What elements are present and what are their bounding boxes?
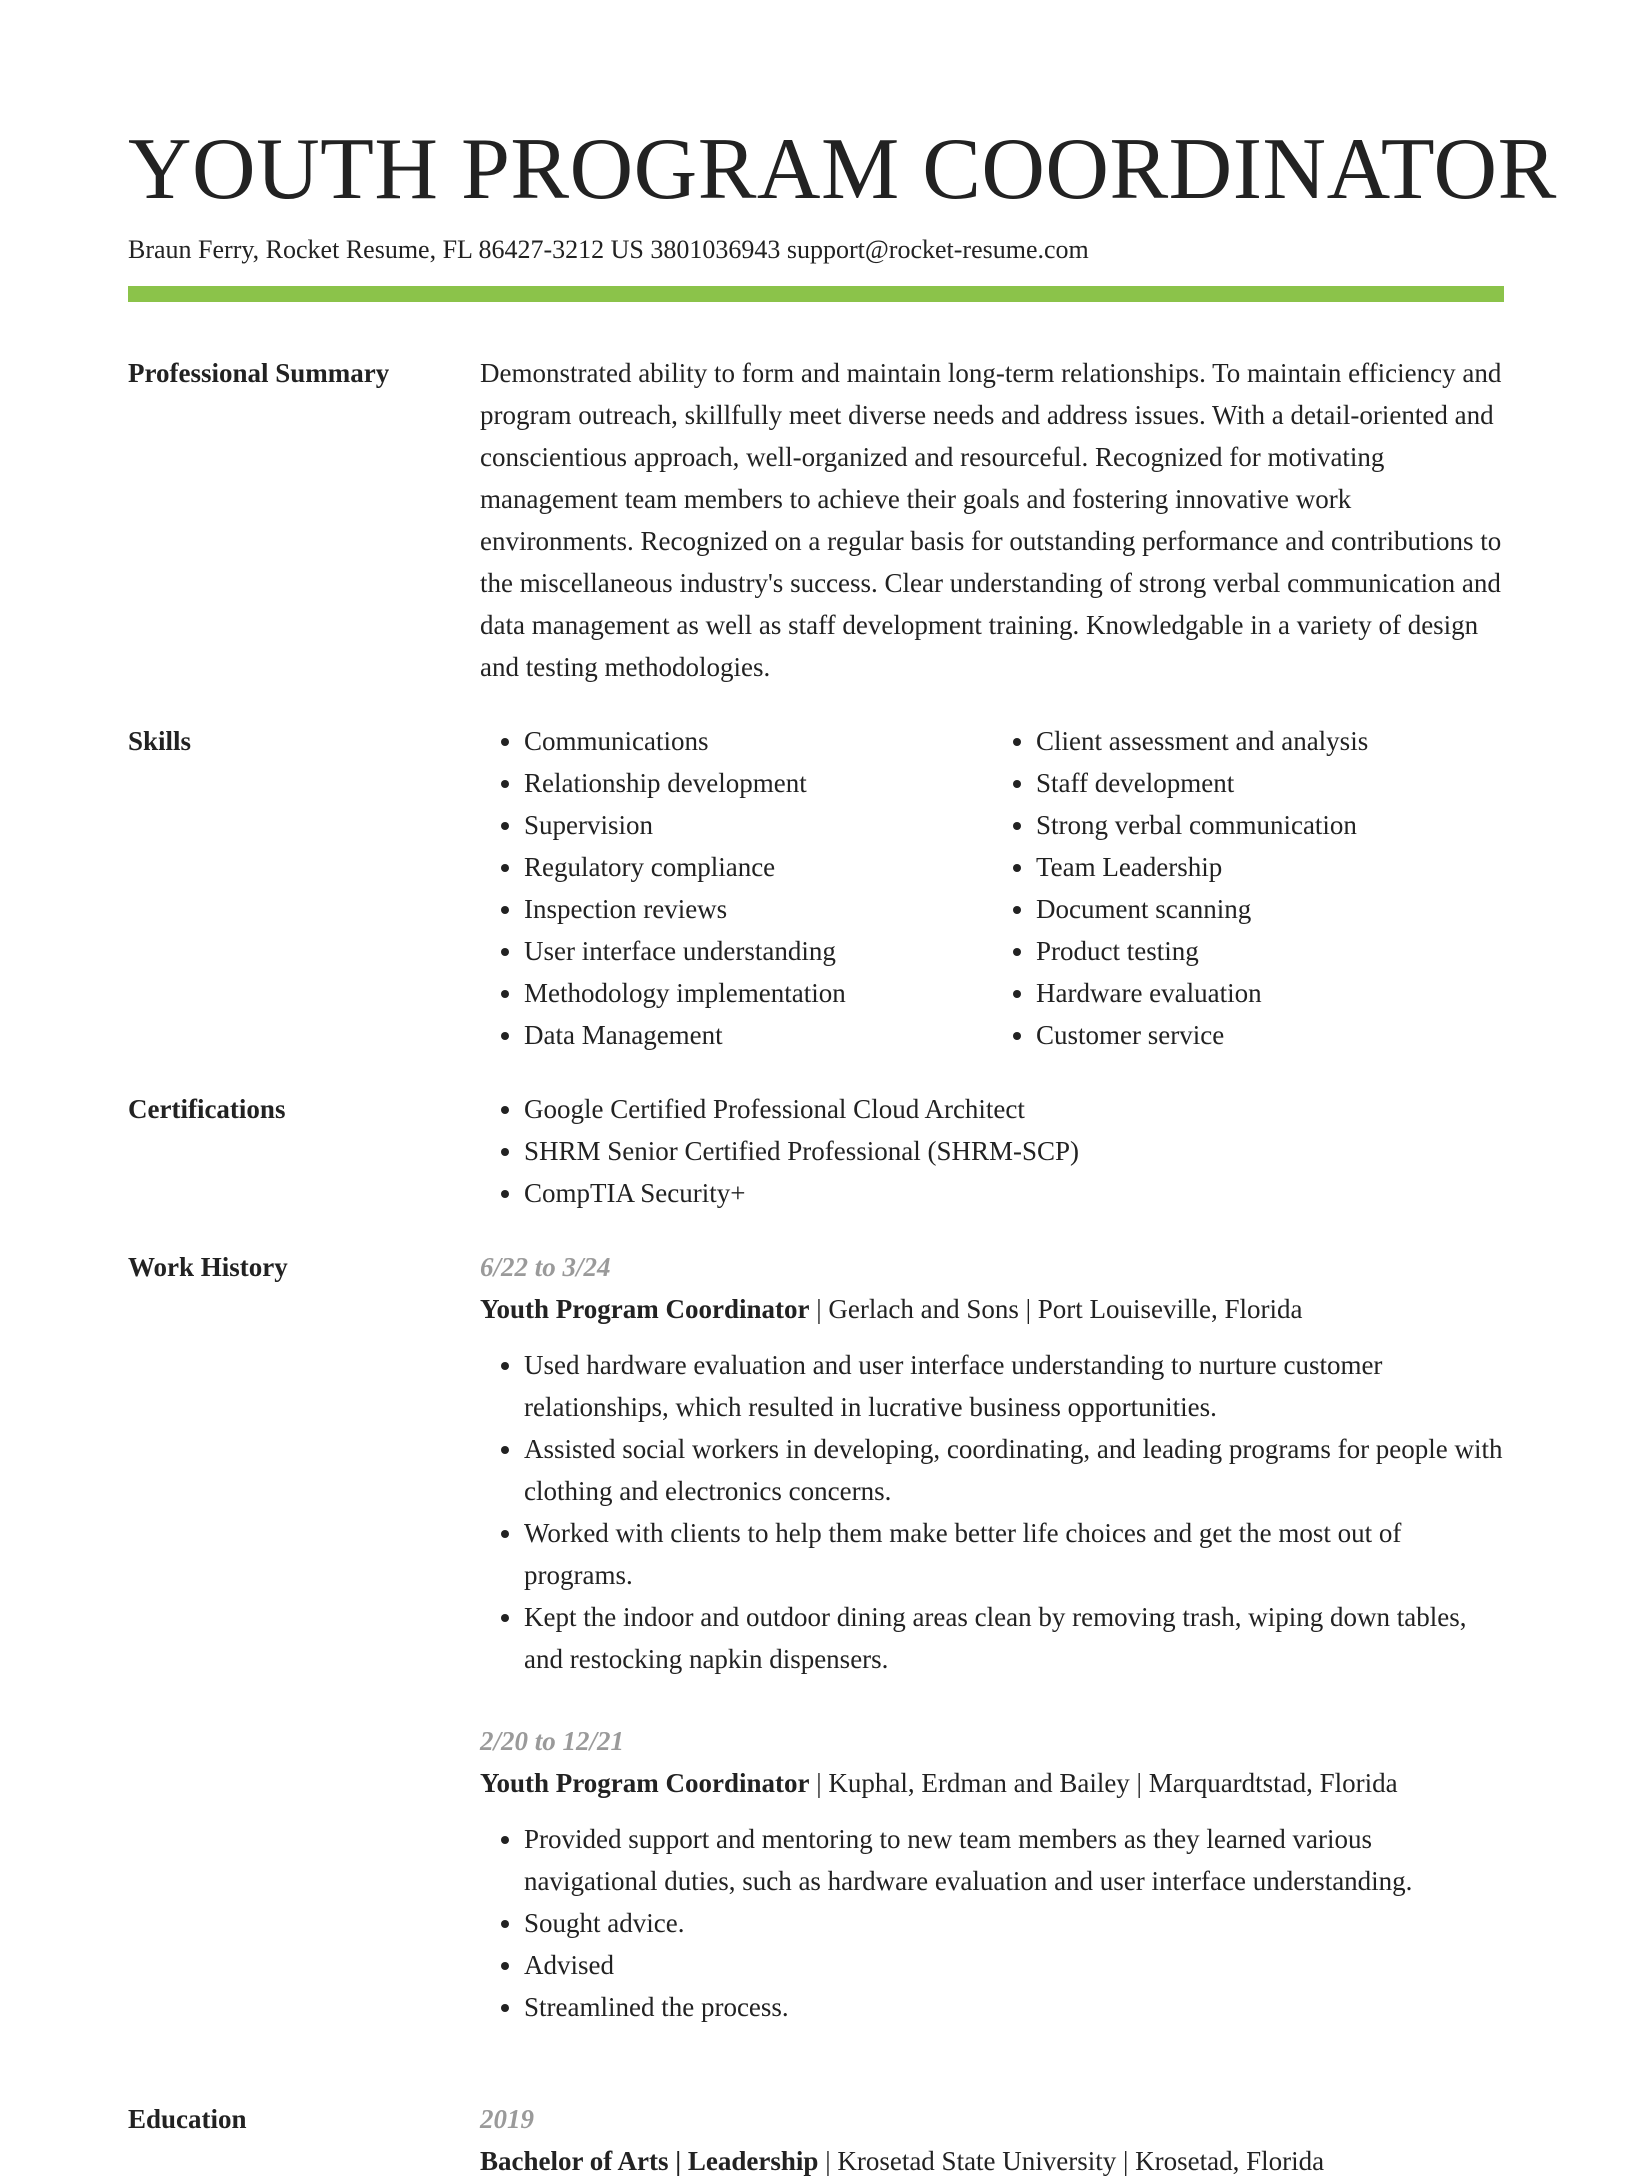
job-entry xyxy=(480,1246,1504,1680)
skills-column-right xyxy=(992,720,1504,1056)
skill-item: • Client assessment and analysis xyxy=(1036,720,1504,762)
resume-title: YOUTH PROGRAM COORDINATOR xyxy=(128,121,1557,218)
resume-page xyxy=(128,0,1557,2182)
education-label: Education xyxy=(128,2104,247,2134)
education-details: | Krosetad State University | Krosetad, Florida xyxy=(818,2146,1325,2176)
job-bullets xyxy=(480,1344,1504,1680)
skill-item: • Data Management xyxy=(524,1014,992,1056)
job-bullet: • Sought advice. xyxy=(524,1902,1504,1944)
skills-label: Skills xyxy=(128,726,192,756)
skill-item: • Supervision xyxy=(524,804,992,846)
skill-item: • Product testing xyxy=(1036,930,1504,972)
skill-item: • Team Leadership xyxy=(1036,846,1504,888)
summary-label: Professional Summary xyxy=(128,358,390,388)
skill-item: • Strong verbal communication xyxy=(1036,804,1504,846)
summary-text: Demonstrated ability to form and maintain long-term relationships. To maintain efficiency and program outreach, skillfully meet diverse needs and address issues. With a detail-oriented and conscientious approach, well-organized and resourceful. Recognized for motivating management team members to achieve their goals and fostering innovative work environments. Recognized on a regular basis for outstanding performance and contributions to the miscellaneous industry's success. Clear understanding of strong verbal communication and data management as well as staff development training. Knowledgable in a variety of design and testing methodologies. xyxy=(480,358,1502,682)
header-divider xyxy=(128,286,1504,302)
certification-item: • Google Certified Professional Cloud Architect xyxy=(524,1088,1504,1130)
skill-item: • Customer service xyxy=(1036,1014,1504,1056)
certifications-label: Certifications xyxy=(128,1094,286,1124)
job-bullet: • Worked with clients to help them make better life choices and get the most out of programs. xyxy=(524,1512,1504,1596)
job-heading xyxy=(480,1762,1504,1804)
education-dates: 2019 xyxy=(480,2104,534,2134)
skill-item: • Regulatory compliance xyxy=(524,846,992,888)
job-bullet: • Used hardware evaluation and user interface understanding to nurture customer relationships, which resulted in lucrative business opportunities. xyxy=(524,1344,1504,1428)
work-history-section xyxy=(128,1246,1504,2068)
skill-item: • Document scanning xyxy=(1036,888,1504,930)
job-bullet: • Streamlined the process. xyxy=(524,1986,1504,2028)
contact-line: Braun Ferry, Rocket Resume, FL 86427-3212 US 3801036943 support@rocket-resume.com xyxy=(128,235,1089,264)
job-bullet: • Advised xyxy=(524,1944,1504,1986)
job-dates: 2/20 to 12/21 xyxy=(480,1726,625,1756)
certification-item: • SHRM Senior Certified Professional (SHRM-SCP) xyxy=(524,1130,1504,1172)
certifications-list xyxy=(480,1088,1504,1214)
job-bullet: • Kept the indoor and outdoor dining areas clean by removing trash, wiping down tables, and restocking napkin dispensers. xyxy=(524,1596,1504,1680)
education-heading xyxy=(480,2140,1504,2182)
work-history-label: Work History xyxy=(128,1252,288,1282)
work-history-body xyxy=(480,1246,1504,2068)
skill-item: • Communications xyxy=(524,720,992,762)
skills-column-left xyxy=(480,720,992,1056)
job-dates: 6/22 to 3/24 xyxy=(480,1252,611,1282)
skill-item: • User interface understanding xyxy=(524,930,992,972)
job-details: | Gerlach and Sons | Port Louiseville, Florida xyxy=(809,1294,1303,1324)
certifications-body xyxy=(480,1088,1504,1214)
skill-item: • Hardware evaluation xyxy=(1036,972,1504,1014)
skills-section xyxy=(128,720,1504,1056)
job-entry xyxy=(480,1720,1504,2028)
skills-list xyxy=(480,720,1504,1056)
job-heading xyxy=(480,1288,1504,1330)
job-bullets xyxy=(480,1818,1504,2028)
job-title: Youth Program Coordinator xyxy=(480,1768,810,1798)
job-title: Youth Program Coordinator xyxy=(480,1294,810,1324)
education-section xyxy=(128,2098,1504,2182)
skill-item: • Inspection reviews xyxy=(524,888,992,930)
education-body xyxy=(480,2098,1504,2182)
summary-section xyxy=(128,352,1504,688)
skill-item: • Relationship development xyxy=(524,762,992,804)
job-bullet: • Assisted social workers in developing, coordinating, and leading programs for people with clothing and electronics concerns. xyxy=(524,1428,1504,1512)
job-bullet: • Provided support and mentoring to new team members as they learned various navigational duties, such as hardware evaluation and user interface understanding. xyxy=(524,1818,1504,1902)
education-degree: Bachelor of Arts | Leadership xyxy=(480,2146,819,2176)
skill-item: • Staff development xyxy=(1036,762,1504,804)
certifications-section xyxy=(128,1088,1504,1214)
job-details: | Kuphal, Erdman and Bailey | Marquardtstad, Florida xyxy=(809,1768,1398,1798)
certification-item: • CompTIA Security+ xyxy=(524,1172,1504,1214)
skill-item: • Methodology implementation xyxy=(524,972,992,1014)
